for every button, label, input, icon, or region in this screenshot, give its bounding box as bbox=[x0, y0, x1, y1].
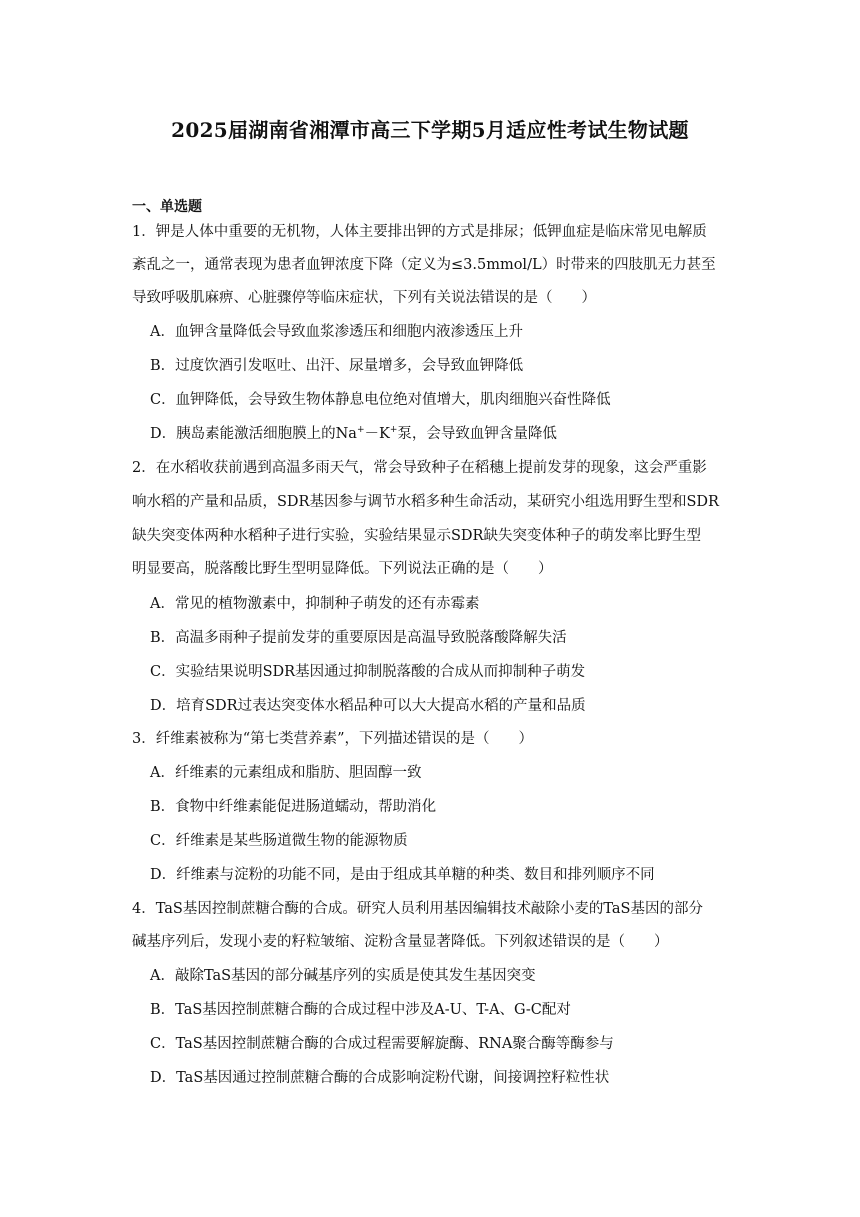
question-2-option-b: B．高温多雨种子提前发芽的重要原因是高温导致脱落酸降解失活 bbox=[150, 630, 567, 646]
question-2-stem-line-2: 响水稻的产量和品质，SDR基因参与调节水稻多种生命活动，某研究小组选用野生型和SDR bbox=[132, 494, 719, 510]
option-d-text-mid: －K bbox=[364, 426, 390, 442]
question-4-option-d: D．TaS基因通过控制蔗糖合酶的合成影响淀粉代谢，间接调控籽粒性状 bbox=[150, 1070, 610, 1086]
question-1-option-c: C．血钾降低，会导致生物体静息电位绝对值增大，肌肉细胞兴奋性降低 bbox=[150, 392, 611, 408]
question-3-option-a: A．纤维素的元素组成和脂肪、胆固醇一致 bbox=[150, 765, 422, 781]
question-4-option-c: C．TaS基因控制蔗糖合酶的合成过程需要解旋酶、RNA聚合酶等酶参与 bbox=[150, 1036, 614, 1052]
sodium-charge: + bbox=[356, 425, 365, 435]
option-d-text-start: D．胰岛素能激活细胞膜上的Na bbox=[150, 426, 357, 442]
question-4-stem-line-2: 碱基序列后，发现小麦的籽粒皱缩、淀粉含量显著降低。下列叙述错误的是（ ） bbox=[132, 934, 669, 950]
option-d-text-end: 泵，会导致血钾含量降低 bbox=[397, 426, 557, 442]
question-3-stem-line-1: 3．纤维素被称为“第七类营养素”，下列描述错误的是（ ） bbox=[132, 731, 534, 747]
question-3-option-b: B．食物中纤维素能促进肠道蠕动，帮助消化 bbox=[150, 799, 437, 815]
question-2-option-c: C．实验结果说明SDR基因通过抑制脱落酸的合成从而抑制种子萌发 bbox=[150, 664, 586, 680]
question-2-stem-line-3: 缺失突变体两种水稻种子进行实验，实验结果显示SDR缺失突变体种子的萌发率比野生型 bbox=[132, 528, 701, 544]
section-heading: 一、单选题 bbox=[132, 199, 202, 215]
question-3-option-c: C．纤维素是某些肠道微生物的能源物质 bbox=[150, 833, 408, 849]
document-title: 2025届湖南省湘潭市高三下学期5月适应性考试生物试题 bbox=[171, 118, 689, 142]
question-3-option-d: D．纤维素与淀粉的功能不同，是由于组成其单糖的种类、数目和排列顺序不同 bbox=[150, 867, 655, 883]
question-2-stem-line-1: 2．在水稻收获前遇到高温多雨天气，常会导致种子在稻穗上提前发芽的现象，这会严重影 bbox=[132, 460, 707, 476]
question-4-option-b: B．TaS基因控制蔗糖合酶的合成过程中涉及A-U、T-A、G-C配对 bbox=[150, 1002, 571, 1018]
question-4-option-a: A．敲除TaS基因的部分碱基序列的实质是使其发生基因突变 bbox=[150, 968, 536, 984]
question-1-stem-line-2: 紊乱之一，通常表现为患者血钾浓度下降（定义为≤3.5mmol/L）时带来的四肢肌无力甚至 bbox=[132, 257, 716, 273]
question-1-stem-line-1: 1．钾是人体中重要的无机物，人体主要排出钾的方式是排尿；低钾血症是临床常见电解质 bbox=[132, 224, 707, 240]
question-4-stem-line-1: 4．TaS基因控制蔗糖合酶的合成。研究人员利用基因编辑技术敲除小麦的TaS基因的部分 bbox=[132, 901, 703, 917]
question-2-stem-line-4: 明显要高，脱落酸比野生型明显降低。下列说法正确的是（ ） bbox=[132, 561, 553, 577]
question-2-option-a: A．常见的植物激素中，抑制种子萌发的还有赤霉素 bbox=[150, 596, 480, 612]
potassium-charge: + bbox=[389, 425, 398, 435]
question-2-option-d: D．培育SDR过表达突变体水稻品种可以大大提高水稻的产量和品质 bbox=[150, 698, 586, 714]
question-1-option-d bbox=[150, 424, 750, 444]
question-1-option-a: A．血钾含量降低会导致血浆渗透压和细胞内液渗透压上升 bbox=[150, 324, 523, 340]
question-1-stem-line-3: 导致呼吸肌麻痹、心脏骤停等临床症状，下列有关说法错误的是（ ） bbox=[132, 290, 596, 306]
question-1-option-b: B．过度饮酒引发呕吐、出汗、尿量增多，会导致血钾降低 bbox=[150, 358, 524, 374]
